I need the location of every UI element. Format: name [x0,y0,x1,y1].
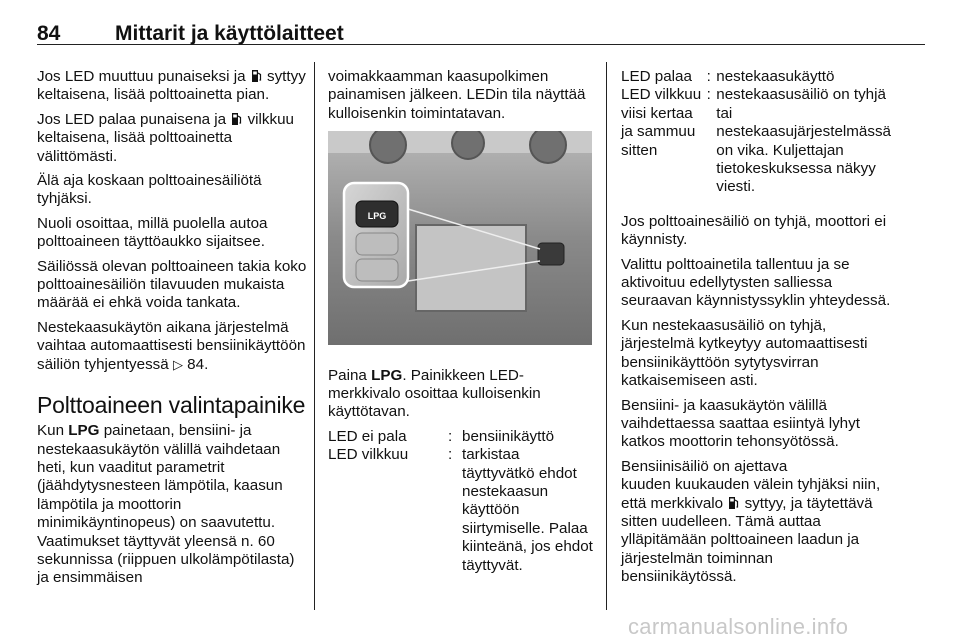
bold-text: LPG [371,366,403,384]
page-reference-icon: ▷ [172,356,183,372]
page-header [37,8,925,45]
definition-separator: : [706,68,711,85]
definition-separator: : [706,86,711,104]
definition-description: tarkistaa täyttyvätkö ehdot nestekaasun käyttöön siirtymiselle. Palaa kiinteänä, jos ehdot täyttyvät. [462,446,593,574]
table-row [328,428,596,446]
air-vent-right [530,131,566,163]
column-1 [37,68,307,594]
paragraph [37,111,307,166]
air-vent-left [370,131,406,163]
column-divider-1 [314,62,315,610]
paragraph [621,476,891,586]
lower-button-2 [356,259,398,281]
definition-term: LED vilkkuu [328,446,409,464]
paragraph: Kun nestekaasusäiliö on tyhjä, järjestelmä kytkeytyy automaattisesti bensiinikäyttöön sytytysvirran katkaisemiseen asti. [621,316,868,390]
text: . Painikkeen LED-merkkivalo osoittaa kulloisenkin käyttötavan. [328,366,541,421]
definition-term: LED vilkkuu viisi kertaa ja sammuu sitten [621,86,702,159]
lpg-button-label: LPG [367,211,387,222]
definition-separator: : [448,427,453,445]
definition-term: LED palaa [621,68,692,85]
lpg-button-actual [538,243,564,265]
text: syttyy, ja täytettävä sitten uudelleen. Tämä auttaa ylläpitämään polttoaineen laadun ja järjestelmän toiminnan bensiinikäytössä. [621,494,873,586]
definition-term: LED ei pala [328,427,407,445]
fuel-pump-icon [728,496,739,510]
paragraph [37,68,307,105]
paragraph: Bensiinisäiliö on ajettava [621,457,788,475]
definition-description: nestekaasusäiliö on tyhjä tai nestekaasujärjestelmässä on vika. Kuljettajan tietokeskuksessa näkyy viesti. [716,86,891,196]
table-row [621,68,891,86]
paragraph [37,422,307,588]
page-reference-link[interactable]: 84. [187,355,209,373]
bold-text: LPG [68,422,100,440]
text: vilkkuu keltaisena, lisää polttoainetta välittömästi. [37,110,295,165]
column-3 [621,68,891,593]
page-title: Mittarit ja käyttölaitteet [115,22,344,45]
definition-separator: : [448,446,453,464]
paragraph: Valittu polttoainetila tallentuu ja se aktivoituu edellytysten salliessa seuraavan käynnistyssyklin yhteydessä. [621,255,891,310]
led-status-table [621,68,891,197]
section-heading: Polttoaineen valintapainike [37,392,306,419]
paragraph: Säiliössä olevan polttoaineen takia koko polttoainesäiliön tilavuuden mukaista määrää ei ehkä voida tankata. [37,257,307,312]
definition-description: nestekaasukäyttö [716,68,835,85]
definition-description: bensiinikäyttö [462,427,555,445]
led-status-table [328,428,596,575]
table-row [328,446,596,575]
lpg-button-illustration [328,131,592,345]
text: Jos LED muuttuu punaiseksi ja [37,68,250,85]
text: syttyy keltaisena, lisää polttoainetta pian. [37,68,306,104]
column-2 [328,68,596,583]
paragraph [37,319,307,374]
paragraph: Nuoli osoittaa, millä puolella autoa polttoaineen täyttöaukko sijaitsee. [37,214,268,251]
paragraph: Jos polttoainesäiliö on tyhjä, moottori ei käynnisty. [621,212,887,249]
text: Kun [37,422,69,440]
text: Jos LED palaa punaisena ja [37,110,231,128]
paragraph [328,367,596,422]
air-vent-center [452,131,484,159]
text: kuuden kuukauden välein tyhjäksi niin, että merkkivalo [621,476,881,512]
fuel-pump-icon [231,112,242,126]
paragraph: Bensiini- ja kaasukäytön välillä vaihdettaessa saattaa esiintyä lyhyt katkos moottorin tehonsyötössä. [621,396,860,451]
text: Nestekaasukäytön aikana järjestelmä vaihtaa automaattisesti bensiinikäyttöön säiliön tyhjentyessä [37,318,306,373]
page-number: 84 [37,22,61,45]
fuel-pump-icon [251,69,262,83]
watermark: carmanualsonline.info [628,614,849,639]
text: painetaan, bensiini- ja nestekaasukäytön välillä vaihdetaan heti, kun vaaditut parametrit (jäähdytysnesteen lämpötila, kaasun lämpötila ja moottorin minimikäyntinopeus) on saavutettu. Vaatimukset täyttyvät yleensä n. 60 sekunnissa (riippuen ulkolämpötilasta) ja ensimmäisen [37,422,295,587]
paragraph: Älä aja koskaan polttoainesäiliötä tyhjäksi. [37,172,262,208]
text: Paina [328,366,372,384]
lower-button-1 [356,233,398,255]
infotainment-screen [416,225,526,311]
paragraph: voimakkaamman kaasupolkimen painamisen jälkeen. LEDin tila näyttää kulloisenkin toimintatavan. [328,68,586,122]
column-divider-2 [606,62,607,610]
table-row [621,86,891,196]
